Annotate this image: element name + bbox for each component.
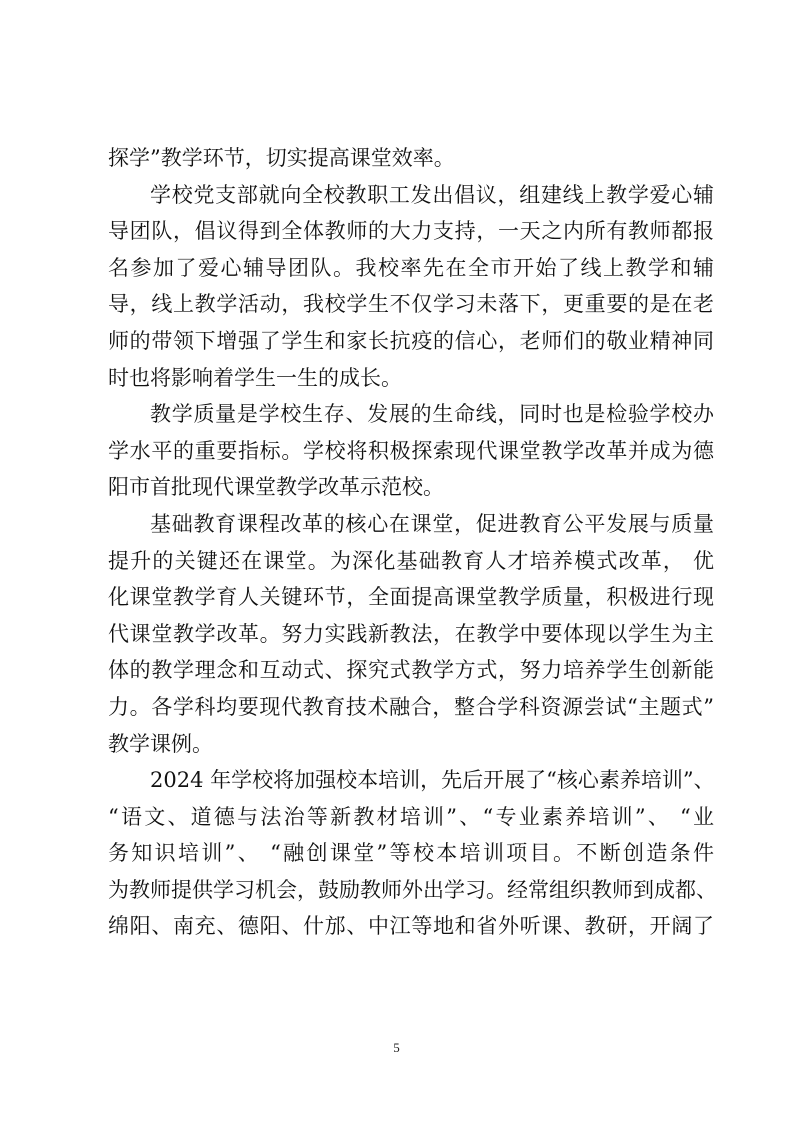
- paragraph-2: [108, 177, 714, 397]
- paragraph-5: [108, 762, 717, 945]
- text-line: 时也将影响着学生一生的成长。: [108, 365, 402, 390]
- text-line: 名参加了爱心辅导团队。我校率先在全市开始了线上教学和辅: [108, 255, 714, 280]
- text-line: 阳市首批现代课堂教学改革示范校。: [108, 475, 444, 500]
- text-line: 力。各学科均要现代教育技术融合，整合学科资源尝试“主题式”: [108, 694, 714, 719]
- text-line: 为教师提供学习机会，鼓励教师外出学习。经常组织教师到成都、: [108, 877, 717, 902]
- paragraph-1: [108, 140, 714, 177]
- text-line: 绵阳、南充、德阳、什邡、中江等地和省外听课、教研，开阔了: [108, 914, 714, 939]
- text-line: 导团队，倡议得到全体教师的大力支持，一天之内所有教师都报: [108, 219, 714, 244]
- text-line: 2024 年学校将加强校本培训，先后开展了“核心素养培训”、: [150, 768, 715, 793]
- body-text: [108, 140, 717, 945]
- text-line: 务知识培训”、 “融创课堂”等校本培训项目。不断创造条件: [108, 841, 714, 866]
- text-line: 学水平的重要指标。学校将积极探索现代课堂教学改革并成为德: [108, 438, 714, 463]
- text-line: 基础教育课程改革的核心在课堂，促进教育公平发展与质量: [150, 511, 714, 536]
- text-line: 体的教学理念和互动式、探究式教学方式，努力培养学生创新能: [108, 658, 714, 683]
- text-line: “语文、道德与法治等新教材培训”、“专业素养培训”、 “业: [108, 804, 714, 829]
- text-line: 教学课例。: [108, 731, 213, 756]
- text-line: 导，线上教学活动，我校学生不仅学习未落下，更重要的是在老: [108, 292, 714, 317]
- text-line: 教学质量是学校生存、发展的生命线，同时也是检验学校办: [150, 402, 714, 427]
- text-line: 师的带领下增强了学生和家长抗疫的信心，老师们的敬业精神同: [108, 328, 714, 353]
- text-line: 提升的关键还在课堂。为深化基础教育人才培养模式改革， 优: [108, 548, 714, 573]
- text-line: 化课堂教学育人关键环节，全面提高课堂教学质量，积极进行现: [108, 585, 714, 610]
- paragraph-3: [108, 396, 714, 506]
- page-number: 5: [393, 1040, 400, 1055]
- paragraph-4: [108, 506, 714, 762]
- text-line: 探学”教学环节，切实提高课堂效率。: [108, 146, 455, 170]
- text-line: 学校党支部就向全校教职工发出倡议，组建线上教学爱心辅: [150, 182, 714, 207]
- text-line: 代课堂教学改革。努力实践新教法，在教学中要体现以学生为主: [108, 621, 714, 646]
